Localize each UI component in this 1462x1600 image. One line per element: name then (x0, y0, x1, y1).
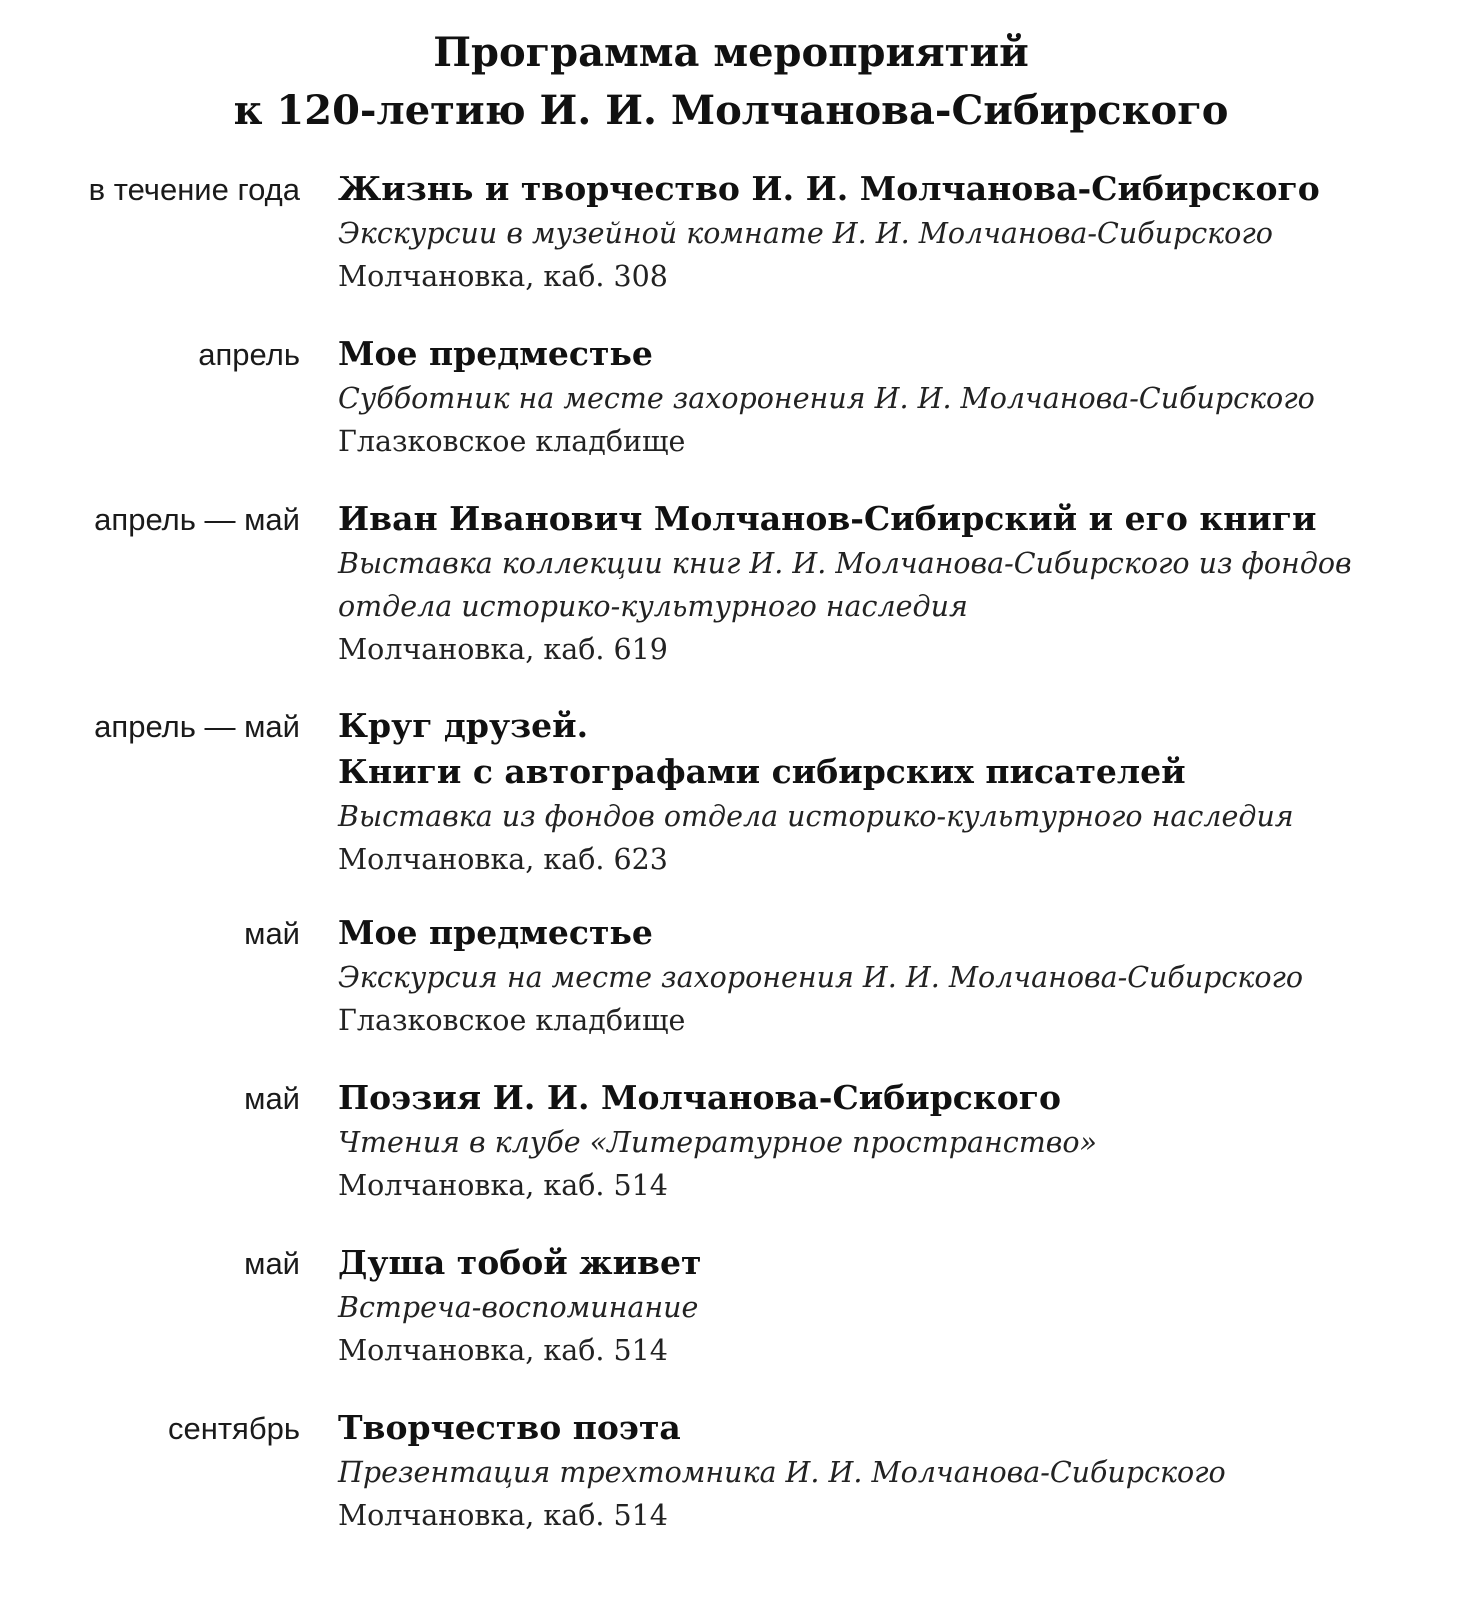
event-entry (0, 1405, 1462, 1570)
event-description: Чтения в клубе «Литературное пространство» (338, 1126, 1097, 1159)
event-details (338, 331, 1438, 463)
event-entry (0, 910, 1462, 1075)
event-title: Душа тобой живет (338, 1243, 702, 1282)
event-description: Презентация трехтомника И. И. Молчанова-Сибирского (338, 1456, 1226, 1489)
event-details (338, 496, 1438, 671)
event-description: Встреча-воспоминание (338, 1291, 699, 1324)
event-entry (0, 166, 1462, 331)
event-location: Молчановка, каб. 514 (338, 1334, 668, 1367)
event-title: Творчество поэта (338, 1408, 681, 1447)
event-title: Круг друзей. (338, 706, 589, 745)
event-title: Мое предместье (338, 913, 653, 952)
event-details (338, 1405, 1438, 1537)
event-date: май (244, 1081, 300, 1116)
event-title: Жизнь и творчество И. И. Молчанова-Сибирского (338, 169, 1320, 208)
event-location: Молчановка, каб. 619 (338, 633, 668, 666)
page-title-line-2: к 120-летию И. И. Молчанова-Сибирского (233, 87, 1229, 134)
event-description: Экскурсия на месте захоронения И. И. Молчанова-Сибирского (338, 961, 1304, 994)
event-details (338, 1240, 1438, 1372)
event-title: Поэзия И. И. Молчанова-Сибирского (338, 1078, 1061, 1117)
event-date: май (244, 1246, 300, 1281)
event-list (0, 166, 1462, 1570)
event-entry (0, 331, 1462, 496)
event-details (338, 166, 1438, 298)
event-date: май (244, 916, 300, 951)
event-details (338, 703, 1438, 881)
event-entry (0, 703, 1462, 910)
event-date: в течение года (88, 172, 300, 207)
page-title (0, 24, 1462, 140)
event-title-continued: Книги с автографами сибирских писателей (338, 752, 1186, 791)
event-description: Экскурсии в музейной комнате И. И. Молчанова-Сибирского (338, 217, 1273, 250)
event-title: Мое предместье (338, 334, 653, 373)
event-entry (0, 1075, 1462, 1240)
event-details (338, 1075, 1438, 1207)
event-description: Субботник на месте захоронения И. И. Молчанова-Сибирского (338, 382, 1315, 415)
event-description-continued: отдела историко-культурного наследия (338, 590, 968, 623)
event-location: Молчановка, каб. 514 (338, 1499, 668, 1532)
event-details (338, 910, 1438, 1042)
event-date: сентябрь (168, 1411, 300, 1446)
event-date: апрель — май (94, 709, 300, 744)
event-description: Выставка из фондов отдела историко-культурного наследия (338, 800, 1294, 833)
event-entry (0, 496, 1462, 703)
event-entry (0, 1240, 1462, 1405)
page-title-line-1: Программа мероприятий (433, 29, 1029, 76)
event-date: апрель — май (94, 502, 300, 537)
event-location: Молчановка, каб. 623 (338, 843, 668, 876)
event-location: Глазковское кладбище (338, 425, 686, 458)
event-description: Выставка коллекции книг И. И. Молчанова-Сибирского из фондов (338, 547, 1352, 580)
event-date: апрель (198, 337, 300, 372)
event-location: Глазковское кладбище (338, 1004, 686, 1037)
event-location: Молчановка, каб. 514 (338, 1169, 668, 1202)
event-location: Молчановка, каб. 308 (338, 260, 668, 293)
event-title: Иван Иванович Молчанов-Сибирский и его книги (338, 499, 1317, 538)
